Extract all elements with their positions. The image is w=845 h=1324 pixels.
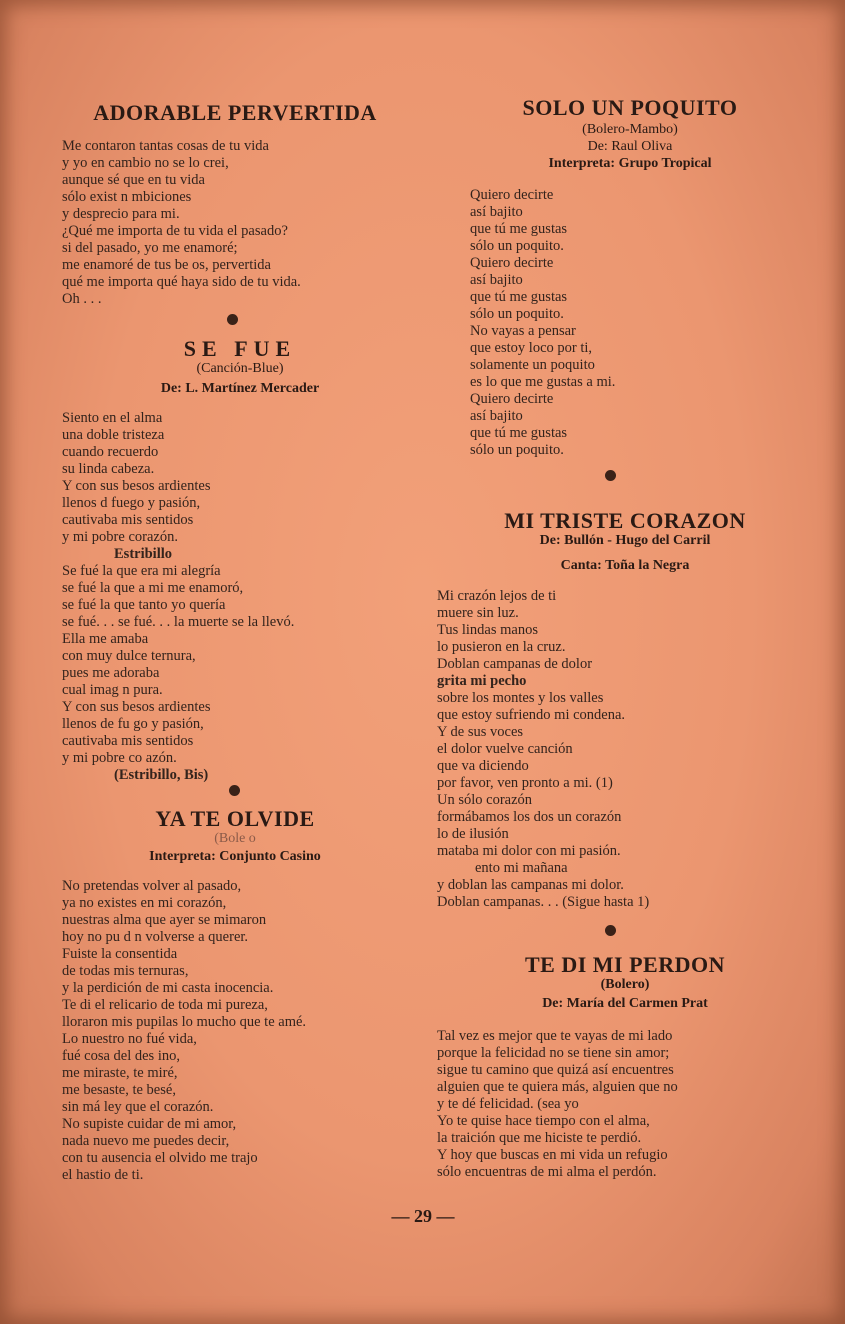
lyric-line: su linda cabeza. (62, 461, 155, 477)
song-performer-mi-triste-corazon: Canta: Toña la Negra (560, 558, 690, 573)
lyric-line: ¿Qué me importa de tu vida el pasado? (62, 223, 288, 239)
lyric-line: fué cosa del des ino, (62, 1048, 180, 1064)
song-performer-solo-un-poquito: Interpreta: Grupo Tropical (548, 156, 712, 171)
lyric-line: Oh . . . (62, 291, 102, 307)
lyric-line: cautivaba mis sentidos (62, 733, 194, 749)
lyric-line: Y con sus besos ardientes (62, 699, 211, 715)
lyric-line: Me contaron tantas cosas de tu vida (62, 138, 269, 154)
lyric-line: sólo un poquito. (470, 238, 564, 254)
lyric-line: Un sólo corazón (437, 792, 533, 808)
lyric-line: que tú me gustas (470, 289, 568, 305)
lyric-line: ya no existes en mi corazón, (62, 895, 227, 911)
lyric-line: y te dé felicidad. (sea yo (437, 1096, 579, 1112)
lyric-line: que tú me gustas (470, 425, 568, 441)
lyrics-mi-triste-corazon (437, 588, 649, 911)
lyric-line: Ella me amaba (62, 631, 149, 647)
lyric-line: Mi crazón lejos de ti (437, 588, 557, 604)
song-title-te-di-mi-perdon: TE DI MI PERDON (524, 952, 725, 977)
lyric-line: Quiero decirte (470, 187, 554, 203)
lyrics-ya-te-olvide (62, 878, 306, 1184)
lyric-line: formábamos los dos un corazón (437, 809, 622, 825)
lyric-line: lo pusieron en la cruz. (437, 639, 566, 655)
song-subtitle-se-fue: (Canción-Blue) (196, 361, 284, 376)
lyric-line: llenos d fuego y pasión, (62, 495, 201, 511)
lyric-line: así bajito (470, 204, 523, 220)
lyric-line: que tú me gustas (470, 221, 568, 237)
lyric-line: sobre los montes y los valles (437, 690, 604, 706)
lyric-line: Siento en el alma (62, 410, 163, 426)
lyric-line: Y hoy que buscas en mi vida un refugio (437, 1147, 668, 1163)
song-title-adorable-pervertida: ADORABLE PERVERTIDA (93, 100, 377, 125)
song-title-solo-un-poquito: SOLO UN POQUITO (522, 95, 738, 120)
song-author-se-fue: De: L. Martínez Mercader (160, 381, 320, 396)
lyric-line: lloraron mis pupilas lo mucho que te amé. (62, 1014, 307, 1030)
song-title-mi-triste-corazon: MI TRISTE CORAZON (504, 508, 746, 533)
lyric-line: sigue tu camino que quizá así encuentres (437, 1062, 674, 1078)
lyric-line: que va diciendo (437, 758, 529, 774)
lyric-line: porque la felicidad no se tiene sin amor; (437, 1045, 670, 1061)
lyric-line: Fuiste la consentida (62, 946, 178, 962)
lyric-line: hoy no pu d n volverse a querer. (62, 929, 249, 945)
lyric-line: me miraste, te miré, (62, 1065, 178, 1081)
song-author-solo-un-poquito: De: Raul Oliva (587, 139, 673, 154)
lyric-line: sólo exist n mbiciones (62, 189, 192, 205)
lyric-line: Quiero decirte (470, 391, 554, 407)
lyrics-te-di-mi-perdon (437, 1028, 678, 1181)
lyric-line: Tal vez es mejor que te vayas de mi lado (437, 1028, 673, 1044)
song-title-se-fue: SE FUE (183, 336, 297, 361)
lyrics-adorable-pervertida (62, 138, 301, 308)
lyric-line: si del pasado, yo me enamoré; (62, 240, 238, 256)
lyric-line: No pretendas volver al pasado, (62, 878, 242, 894)
lyric-line: con tu ausencia el olvido me trajo (62, 1150, 258, 1166)
lyric-line: llenos de fu go y pasión, (62, 716, 204, 732)
lyric-line: me enamoré de tus be os, pervertida (62, 257, 271, 273)
lyric-line: la traición que me hiciste te perdió. (437, 1130, 642, 1146)
lyric-line: y desprecio para mi. (62, 206, 180, 222)
lyric-line: y la perdición de mi casta inocencia. (62, 980, 274, 996)
lyric-line: No supiste cuidar de mi amor, (62, 1116, 237, 1132)
lyric-line: Y de sus voces (437, 724, 524, 740)
lyric-line: cautivaba mis sentidos (62, 512, 194, 528)
lyric-line: de todas mis ternuras, (62, 963, 189, 979)
lyric-line: se fué. . . se fué. . . la muerte se la llevó. (62, 614, 295, 630)
lyric-line: cuando recuerdo (62, 444, 159, 460)
lyric-line: Doblan campanas. . . (Sigue hasta 1) (437, 894, 650, 910)
chorus-repeat-label: (Estribillo, Bis) (114, 767, 209, 783)
lyric-line: el hastio de ti. (62, 1167, 144, 1183)
lyric-line: nuestras alma que ayer se mimaron (62, 912, 267, 928)
lyric-line: y mi pobre corazón. (62, 529, 178, 545)
lyric-line: Te di el relicario de toda mi pureza, (62, 997, 268, 1013)
song-author-ya-te-olvide: Interpreta: Conjunto Casino (149, 849, 321, 864)
lyric-line: No vayas a pensar (470, 323, 576, 339)
lyric-line: Doblan campanas de dolor (437, 656, 593, 672)
lyric-line: se fué la que a mi me enamoró, (62, 580, 244, 596)
section-bullet-icon (605, 470, 616, 481)
page-number: — 29 — (391, 1206, 455, 1226)
lyric-line: solamente un poquito (470, 357, 595, 373)
lyric-line: aunque sé que en tu vida (62, 172, 205, 188)
section-bullet-icon (227, 314, 238, 325)
lyric-line: mataba mi dolor con mi pasión. (437, 843, 621, 859)
song-title-ya-te-olvide: YA TE OLVIDE (155, 806, 315, 831)
lyric-line: y doblan las campanas mi dolor. (437, 877, 624, 893)
lyric-line: Lo nuestro no fué vida, (62, 1031, 197, 1047)
lyric-line: cual imag n pura. (62, 682, 163, 698)
lyrics-solo-un-poquito (470, 187, 615, 459)
lyric-line: me besaste, te besé, (62, 1082, 176, 1098)
lyric-line: Tus lindas manos (437, 622, 538, 638)
chorus-label: Estribillo (114, 546, 173, 562)
lyric-line: Yo te quise hace tiempo con el alma, (437, 1113, 650, 1129)
lyric-line: que estoy sufriendo mi condena. (437, 707, 626, 723)
song-author-te-di-mi-perdon: De: María del Carmen Prat (542, 996, 708, 1011)
lyric-line: con muy dulce ternura, (62, 648, 196, 664)
lyric-line: una doble tristeza (62, 427, 165, 443)
lyric-line: y mi pobre co azón. (62, 750, 177, 766)
section-bullet-icon (605, 925, 616, 936)
section-bullet-icon (229, 785, 240, 796)
song-subtitle-ya-te-olvide: (Bole o (214, 831, 256, 846)
lyric-line: nada nuevo me puedes decir, (62, 1133, 230, 1149)
lyric-line: y yo en cambio no se lo crei, (62, 155, 229, 171)
lyric-line: Quiero decirte (470, 255, 554, 271)
song-subtitle-solo-un-poquito: (Bolero-Mambo) (582, 122, 678, 137)
lyric-line: por favor, ven pronto a mi. (1) (437, 775, 613, 791)
lyric-line: se fué la que tanto yo quería (62, 597, 226, 613)
lyric-line: ento mi mañana (475, 860, 568, 876)
lyric-line: pues me adoraba (62, 665, 160, 681)
lyrics-se-fue (62, 410, 294, 784)
lyric-line: sólo encuentras de mi alma el perdón. (437, 1164, 657, 1180)
lyric-line: Se fué la que era mi alegría (62, 563, 221, 579)
song-author-mi-triste-corazon: De: Bullón - Hugo del Carril (539, 533, 711, 548)
lyric-line: grita mi pecho (437, 673, 527, 689)
lyric-line: sólo un poquito. (470, 442, 564, 458)
lyric-line: lo de ilusión (437, 826, 509, 842)
lyric-line: sólo un poquito. (470, 306, 564, 322)
lyric-line: que estoy loco por ti, (470, 340, 593, 356)
lyric-line: es lo que me gustas a mi. (470, 374, 616, 390)
lyric-line: así bajito (470, 408, 523, 424)
lyric-line: Y con sus besos ardientes (62, 478, 211, 494)
lyric-line: qué me importa qué haya sido de tu vida. (62, 274, 301, 290)
lyric-line: sin má ley que el corazón. (62, 1099, 214, 1115)
lyric-line: muere sin luz. (437, 605, 519, 621)
lyric-line: así bajito (470, 272, 523, 288)
lyric-line: el dolor vuelve canción (437, 741, 573, 757)
song-subtitle-te-di-mi-perdon: (Bolero) (600, 977, 650, 992)
lyric-line: alguien que te quiera más, alguien que no (437, 1079, 678, 1095)
